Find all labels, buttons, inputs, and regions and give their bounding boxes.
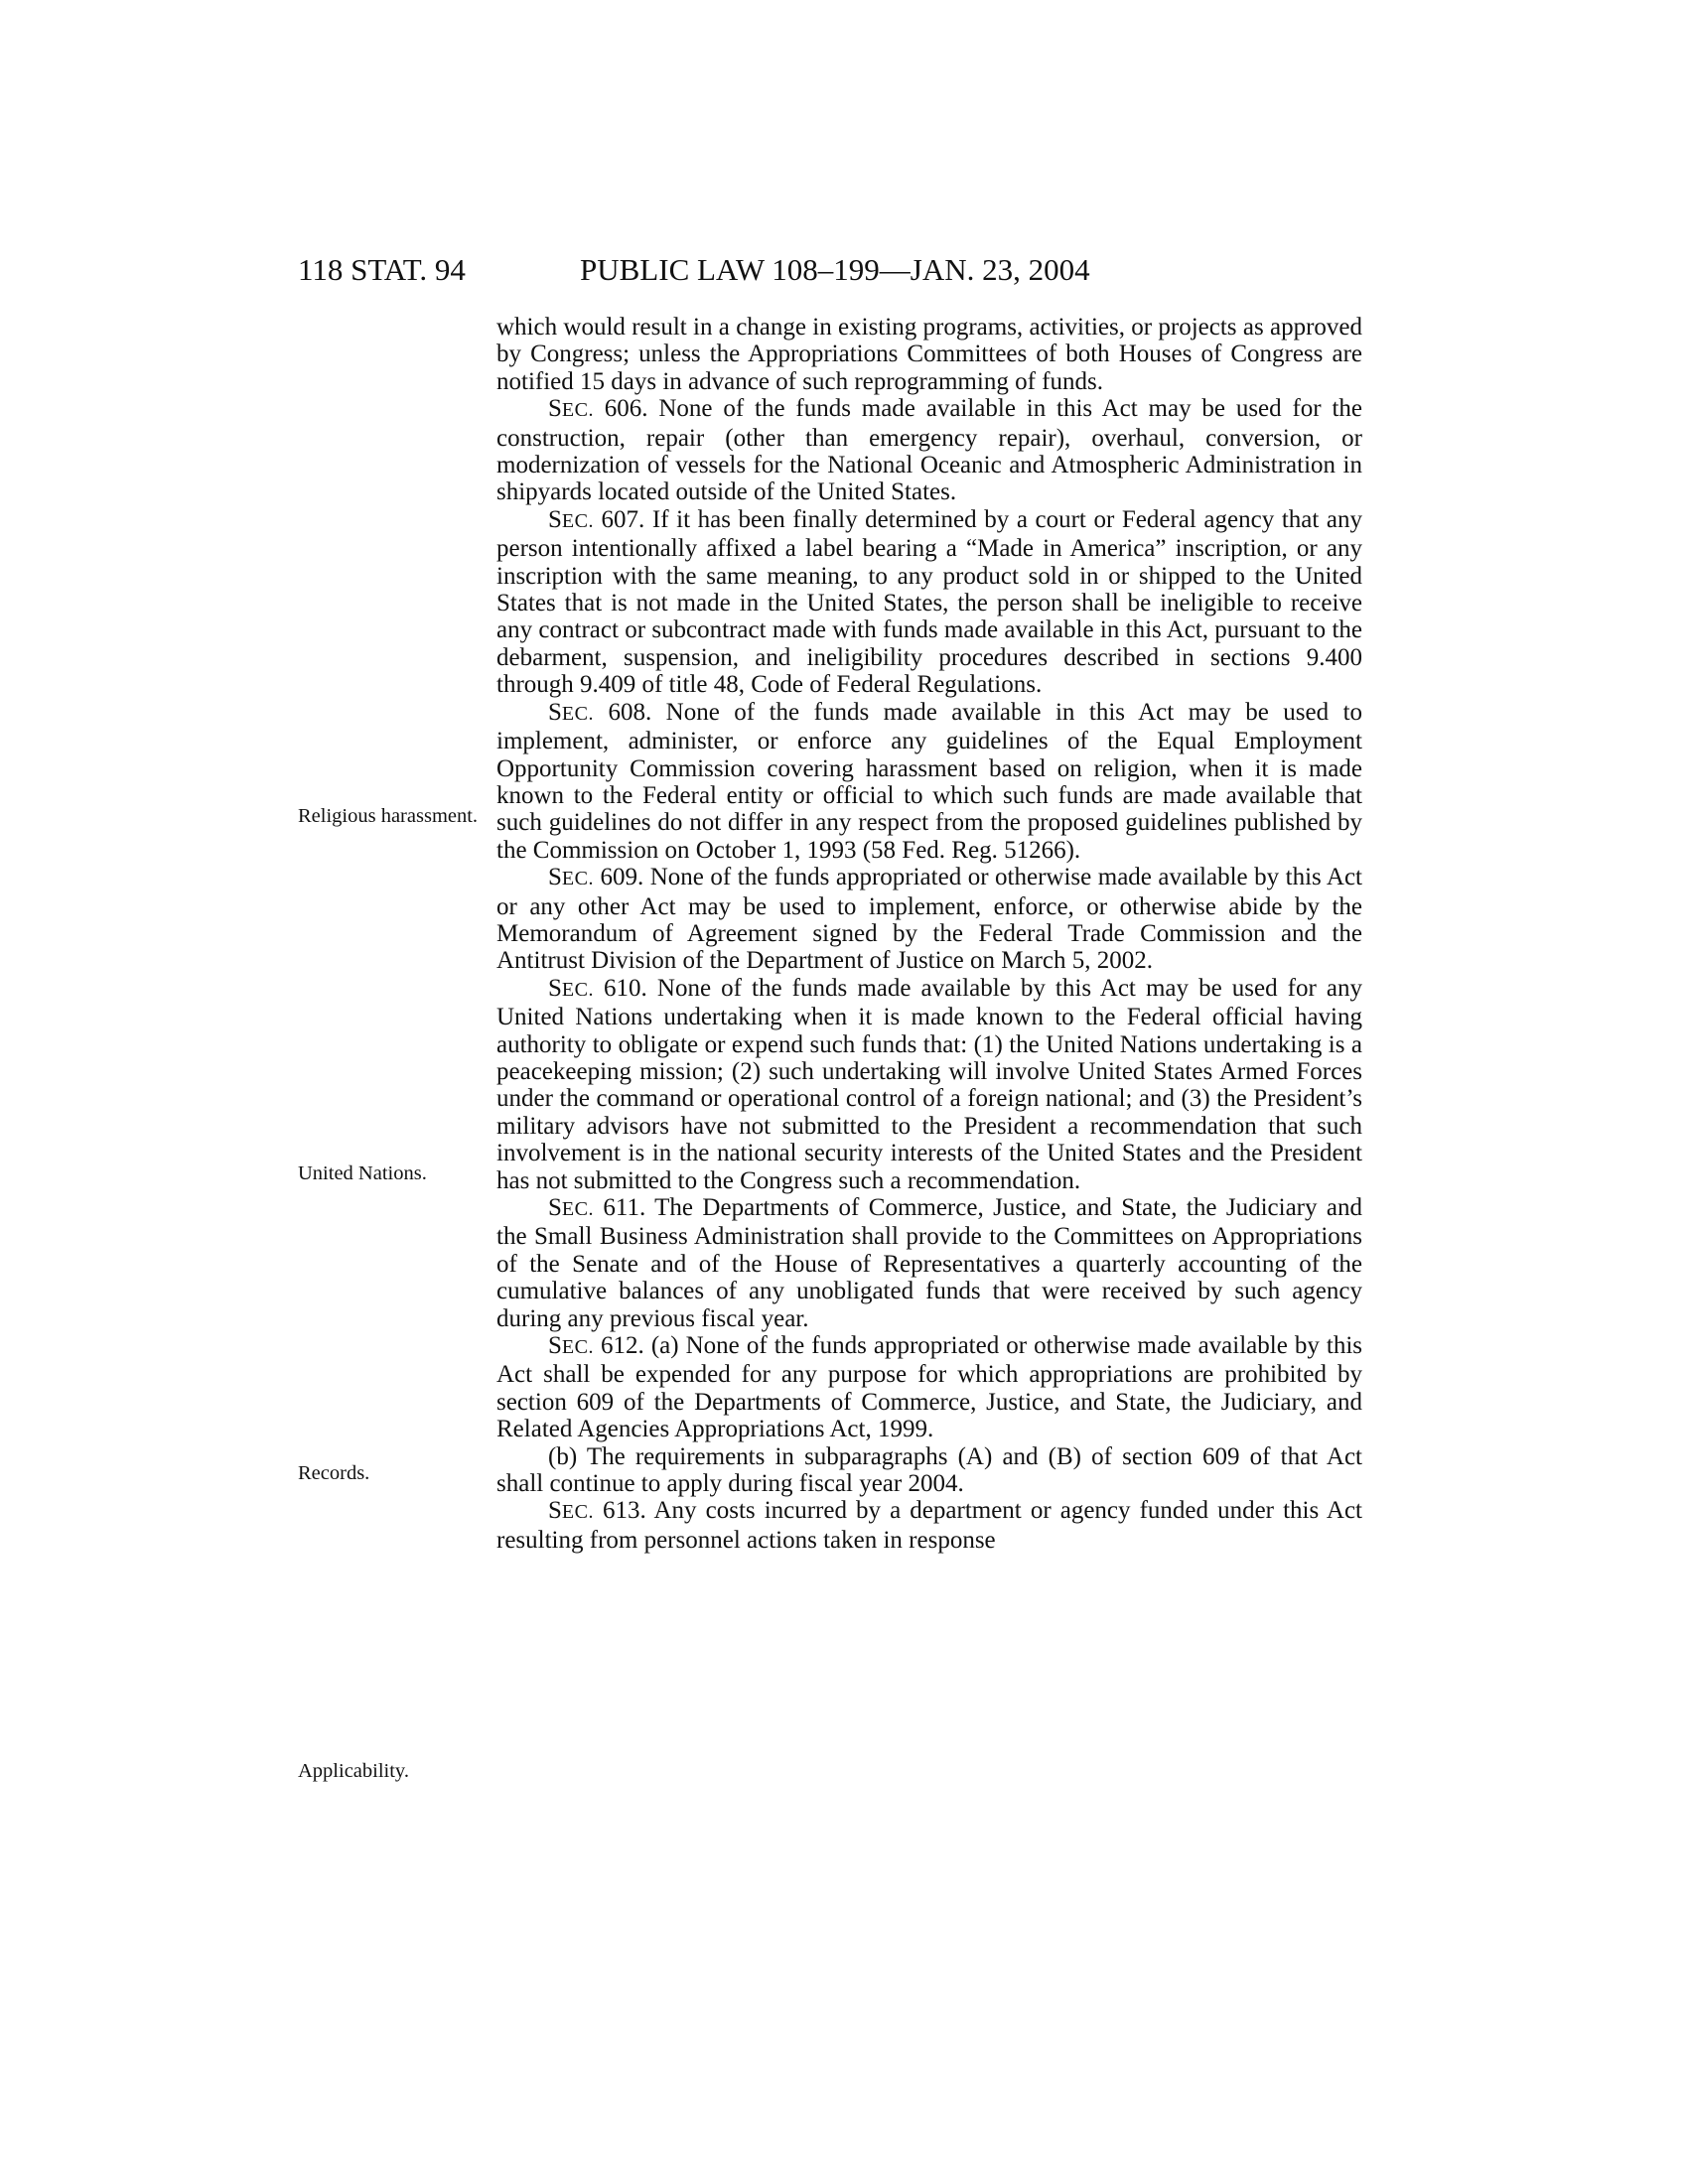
section-number: 609. bbox=[593, 864, 644, 891]
section-number: 606. bbox=[593, 395, 648, 423]
page-header bbox=[298, 248, 1470, 292]
section-text: None of the funds appropriated or otherwise made available by this Act or any other Act may be used to implement, enforce, or otherwise abide by the Memorandum of Agreement signed by the Federal Trade Commission and the Antitrust Division of the Department of Justice on March 5, 2002. bbox=[496, 864, 1362, 975]
section-611 bbox=[496, 1194, 1362, 1332]
section-label: SEC. bbox=[548, 1497, 594, 1525]
section-606 bbox=[496, 395, 1362, 506]
section-label: SEC. bbox=[548, 1194, 594, 1221]
section-number: 610. bbox=[593, 974, 647, 1002]
section-text: None of the funds made available in this Act may be used for the construction, repair (other than emergency repair), overhaul, conversion, or modernization of vessels for the National Oceanic and Atmospheric Administration in shipyards located outside of the United States. bbox=[496, 395, 1362, 506]
paragraph-continuation bbox=[496, 314, 1362, 395]
section-612 bbox=[496, 1332, 1362, 1443]
section-number: 611. bbox=[593, 1194, 646, 1221]
section-613 bbox=[496, 1497, 1362, 1554]
section-text: None of the funds made available in this Act may be used to implement, administer, or enforce any guidelines of the Equal Employment Opportunity Commission covering harassment based on religion, when it is made known to the Federal entity or official to which such funds are made available that such guidelines do not differ in any respect from the proposed guidelines published by the Commission on October 1, 1993 (58 Fed. Reg. 51266). bbox=[496, 698, 1363, 864]
margin-note-applicability: Applicability. bbox=[298, 1760, 409, 1782]
section-text: The Departments of Commerce, Justice, and State, the Judiciary and the Small Business Administration shall provide to the Committees on Appropriations of the Senate and of the House of Representatives a quarterly accounting of the cumulative balances of any unobligated funds that were received by such agency during any previous fiscal year. bbox=[496, 1194, 1363, 1332]
section-number: 613. bbox=[593, 1497, 646, 1525]
margin-note-united-nations: United Nations. bbox=[298, 1162, 427, 1184]
section-608 bbox=[496, 699, 1362, 864]
margin-note-records: Records. bbox=[298, 1462, 370, 1484]
section-label: SEC. bbox=[548, 395, 594, 423]
section-607 bbox=[496, 506, 1362, 699]
section-text: Any costs incurred by a department or agency funded under this Act resulting from personnel actions taken in response bbox=[496, 1497, 1362, 1554]
section-text: If it has been finally determined by a court or Federal agency that any person intentionally affixed a label bearing a “Made in America” inscription, or any inscription with the same meaning, to any product sold in or shipped to the United States that is not made in the United States, the person shall be ineligible to receive any contract or subcontract made with funds made available in this Act, pursuant to the debarment, suspension, and ineligibility procedures described in sections 9.400 through 9.409 of title 48, Code of Federal Regulations. bbox=[496, 505, 1362, 699]
section-text: (b) The requirements in subparagraphs (A) and (B) of section 609 of that Act shall continue to apply during fiscal year 2004. bbox=[496, 1442, 1362, 1498]
section-612-b bbox=[496, 1443, 1362, 1498]
section-number: 607. bbox=[593, 505, 645, 533]
running-head: PUBLIC LAW 108–199—JAN. 23, 2004 bbox=[580, 252, 1090, 287]
body-text bbox=[496, 314, 1362, 1554]
section-label: SEC. bbox=[548, 1332, 594, 1360]
section-text: (a) None of the funds appropriated or otherwise made available by this Act shall be expended for any purpose for which appropriations are prohibited by section 609 of the Departments of Commerce, Justice, and State, the Judiciary, and Related Agencies Appropriations Act, 1999. bbox=[496, 1332, 1363, 1443]
section-number: 608. bbox=[593, 698, 652, 726]
section-number: 612. bbox=[593, 1332, 644, 1360]
section-label: SEC. bbox=[548, 974, 594, 1002]
margin-note-religious-harassment: Religious harassment. bbox=[298, 805, 479, 827]
section-label: SEC. bbox=[548, 864, 594, 891]
stat-page-number: 118 STAT. 94 bbox=[298, 252, 466, 287]
paragraph-text: which would result in a change in existing programs, activities, or projects as approved by Congress; unless the Appropriations Committees of both Houses of Congress are notified 15 days in advance of such reprogramming of funds. bbox=[496, 314, 1362, 395]
section-label: SEC. bbox=[548, 505, 594, 533]
section-label: SEC. bbox=[548, 698, 594, 726]
section-609 bbox=[496, 864, 1362, 975]
section-610 bbox=[496, 975, 1362, 1194]
section-text: None of the funds made available by this Act may be used for any United Nations undertaking when it is made known to the Federal official having authority to obligate or expend such funds that: (1) the United Nations undertaking is a peacekeeping mission; (2) such undertaking will involve United States Armed Forces under the command or operational control of a foreign national; and (3) the President’s military advisors have not submitted to the President a recommendation that such involvement is in the national security interests of the United States and the President has not submitted to the Congress such a recommendation. bbox=[496, 974, 1363, 1194]
